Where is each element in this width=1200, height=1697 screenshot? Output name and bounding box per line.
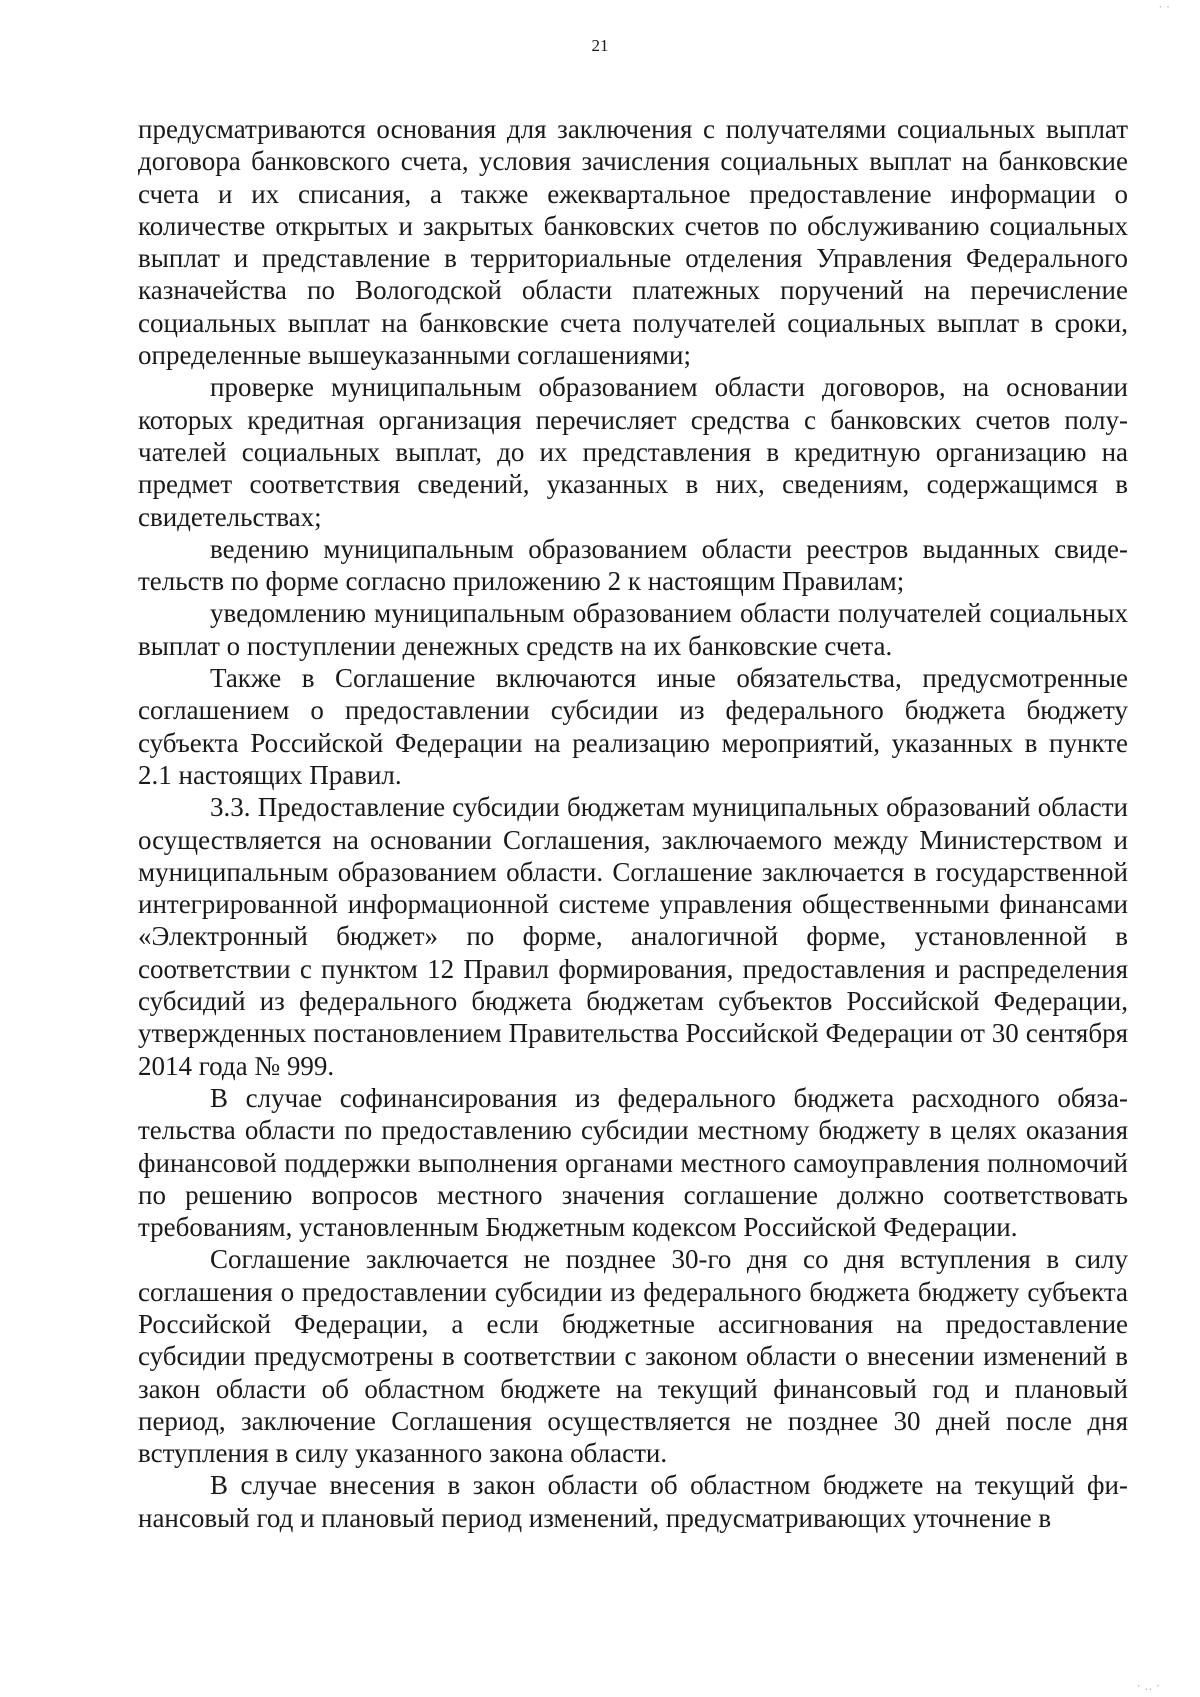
paragraph: В случае софинансирования из федерального бюджета расходного обязательства области по предоставлению субсидии местному бюджету в целях оказания финансовой поддержки выполнения органами местного самоуправления полномочий по решению вопросов местного значения соглашение должно соответствовать требованиям, установленным Бюджетным кодексом Российской Федерации. (138, 1082, 1128, 1243)
paragraph: 3.3. Предоставление субсидии бюджетам муниципальных образований области осуществляется на основании Соглашения, заключаемого между Министерством и муниципальным образованием области. Соглашение заключается в государственной интегрированной информационной системе управления общественными финансами «Электронный бюджет» по форме, аналогичной форме, установленной в соответствии с пунктом 12 Правил формирования, предоставления и распределения субсидий из федерального бюджета бюджетам субъектов Российской Федерации, утвержденных постановлением Правительства Российской Федерации от 30 сентября 2014 года № 999. (138, 792, 1128, 1081)
paragraph: уведомлению муниципальным образованием области получателей социальных выплат о поступлении денежных средств на их банковские счета. (138, 598, 1128, 661)
paragraph: проверке муниципальным образованием области договоров, на основании которых кредитная организация перечисляет средства с банковских счетов получателей социальных выплат, до их представления в кредитную организацию на предмет соответствия сведений, указанных в них, сведениям, содержащимся в свидетельствах; (138, 372, 1128, 532)
paragraph: Также в Соглашение включаются иные обязательства, предусмотренные соглашением о предоставлении субсидии из федерального бюджета бюджету субъекта Российской Федерации на реализацию мероприятий, указанных в пункте 2.1 настоящих Правил. (138, 663, 1128, 790)
paragraph: В случае внесения в закон области об областном бюджете на текущий финансовый год и плановый период изменений, предусматривающих уточнение в (138, 1470, 1128, 1533)
document-body (138, 113, 1128, 1534)
paragraph: предусматриваются основания для заключения с получателями социальных выплат договора банковского счета, условия зачисления социальных выплат на банковские счета и их списания, а также ежеквартальное предоставление информации о количестве открытых и закрытых банковских счетов по обслуживанию социальных выплат и представление в территориальные отделения Управления Федерального казначейства по Вологодской области платежных поручений на перечисление социальных выплат на банковские счета получателей социальных выплат в сроки, определенные вышеуказанными соглашениями; (138, 114, 1128, 371)
paragraph: ведению муниципальным образованием области реестров выданных свидетельств по форме согласно приложению 2 к настоящим Правилам; (138, 533, 1128, 597)
paragraph: Соглашение заключается не позднее 30-го дня со дня вступления в силу соглашения о предоставлении субсидии из федерального бюджета бюджету субъекта Российской Федерации, а если бюджетные ассигнования на предоставление субсидии предусмотрены в соответствии с законом области о внесении изменений в закон области об областном бюджете на текущий финансовый год и плановый период, заключение Соглашения осуществляется не позднее 30 дней после дня вступления в силу указанного закона области. (138, 1244, 1128, 1469)
page-number: 21 (591, 36, 609, 55)
scan-mark-bottom-right: · ‥ · (1136, 1679, 1160, 1693)
scan-mark-top-right: · · (1158, 0, 1170, 14)
